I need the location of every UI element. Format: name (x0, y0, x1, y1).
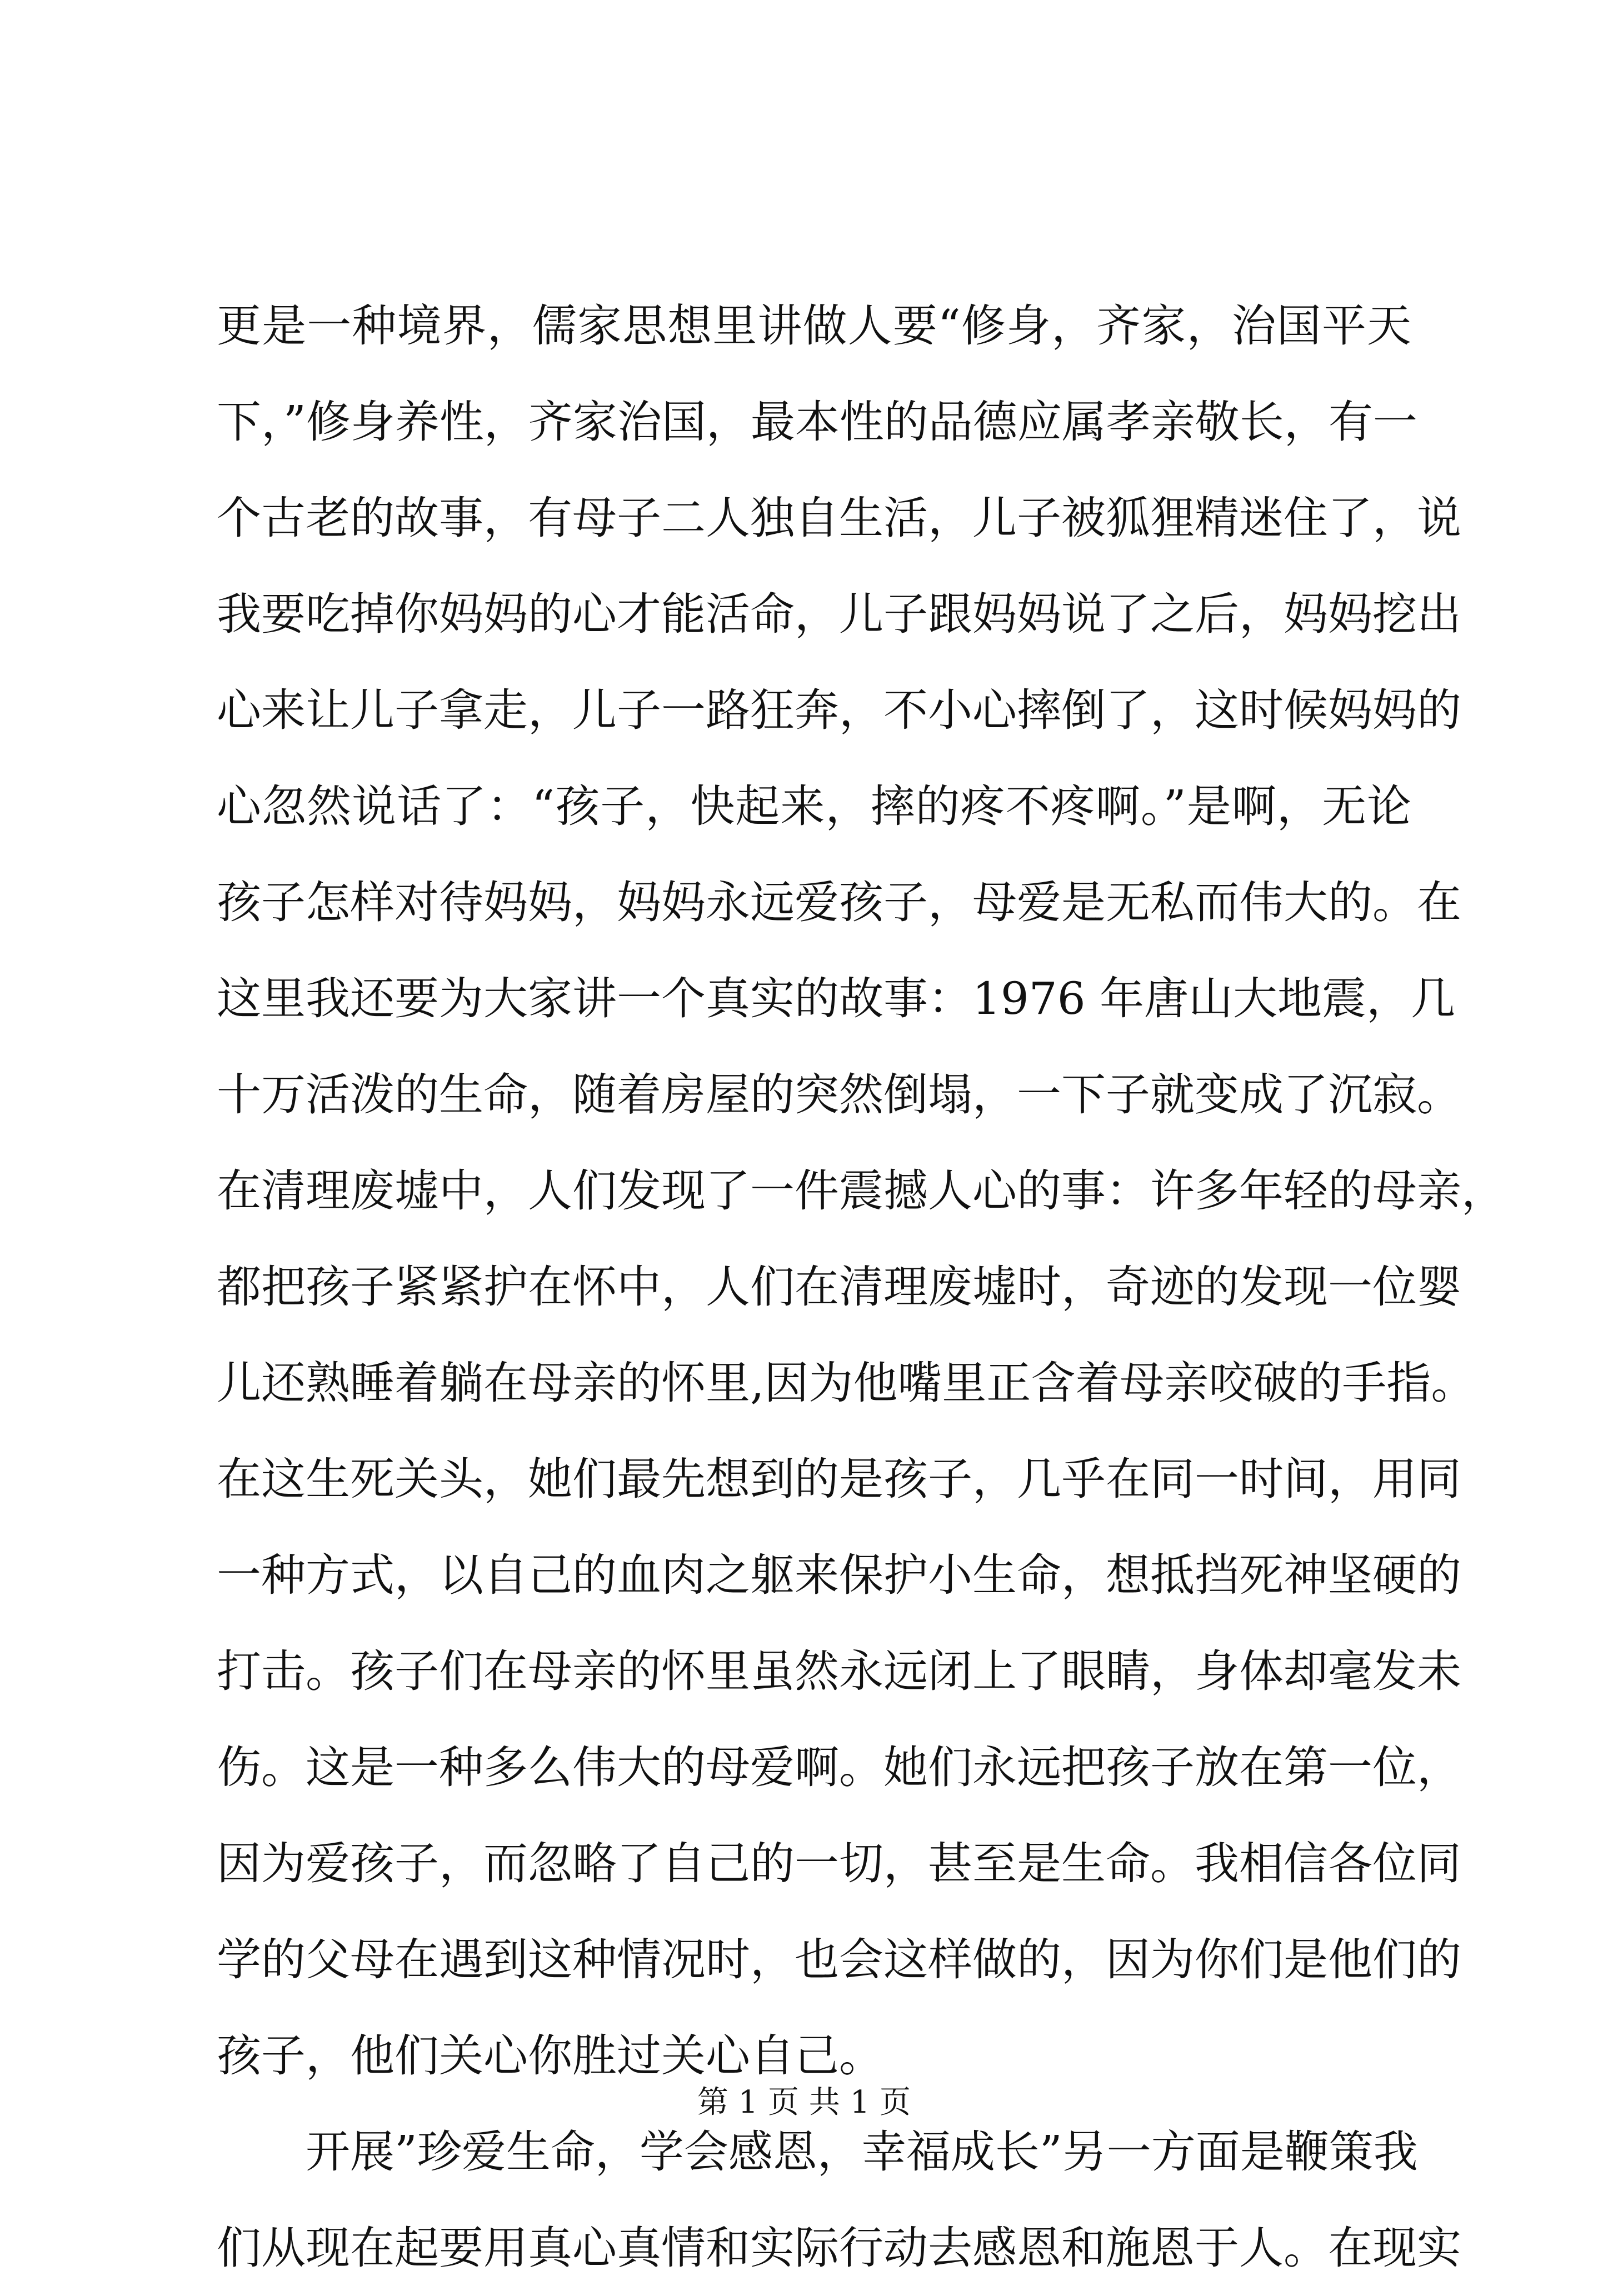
text-line: 孩子怎样对待妈妈，妈妈永远爱孩子，母爱是无私而伟大的。在 (217, 877, 1461, 928)
text-line: 在清理废墟中，人们发现了一件震撼人心的事：许多年轻的母亲， (217, 1165, 1506, 1217)
text-line: 伤。这是一种多么伟大的母爱啊。她们永远把孩子放在第一位， (217, 1742, 1461, 1793)
text-line: 这里我还要为大家讲一个真实的故事：1976 年唐山大地震，几 (217, 973, 1456, 1024)
text-line: 孩子，他们关心你胜过关心自己。 (217, 2030, 883, 2082)
page-number-label: 第 1 页 共 1 页 (697, 2084, 911, 2120)
text-line: 个古老的故事，有母子二人独自生活，儿子被狐狸精迷住了，说 (217, 492, 1461, 544)
text-line: 在这生死关头，她们最先想到的是孩子，几乎在同一时间，用同 (217, 1453, 1461, 1505)
text-line: 因为爱孩子，而忽略了自己的一切，甚至是生命。我相信各位同 (217, 1838, 1461, 1889)
page-footer (0, 2080, 1608, 2125)
text-line: 都把孩子紧紧护在怀中，人们在清理废墟时，奇迹的发现一位婴 (217, 1261, 1461, 1313)
paragraph-1 (217, 278, 1506, 2104)
text-line: 儿还熟睡着躺在母亲的怀里,因为他嘴里正含着母亲咬破的手指。 (217, 1357, 1476, 1409)
text-line: 我要吃掉你妈妈的心才能活命，儿子跟妈妈说了之后，妈妈挖出 (217, 588, 1461, 640)
text-line: 开展”珍爱生命，学会感恩，幸福成长”另一方面是鞭策我 (306, 2126, 1418, 2178)
text-line: 更是一种境界，儒家思想里讲做人要“修身，齐家，治国平天 (217, 300, 1411, 352)
text-line: 心来让儿子拿走，儿子一路狂奔，不小心摔倒了，这时候妈妈的 (217, 684, 1461, 736)
text-line: 们从现在起要用真心真情和实际行动去感恩和施恩于人。在现实 (217, 2222, 1461, 2274)
text-line: 下，”修身养性，齐家治国，最本性的品德应属孝亲敬长，有一 (217, 396, 1417, 448)
text-line: 学的父母在遇到这种情况时，也会这样做的，因为你们是他们的 (217, 1934, 1461, 1985)
document-body (217, 278, 1506, 2296)
text-line: 打击。孩子们在母亲的怀里虽然永远闭上了眼睛，身体却毫发未 (217, 1645, 1461, 1697)
paragraph-2 (217, 2104, 1461, 2296)
text-line: 十万活泼的生命，随着房屋的突然倒塌，一下子就变成了沉寂。 (217, 1069, 1461, 1121)
text-line: 一种方式，以自己的血肉之躯来保护小生命，想抵挡死神坚硬的 (217, 1549, 1461, 1601)
text-line: 心忽然说话了：“孩子，快起来，摔的疼不疼啊。”是啊，无论 (217, 781, 1411, 832)
